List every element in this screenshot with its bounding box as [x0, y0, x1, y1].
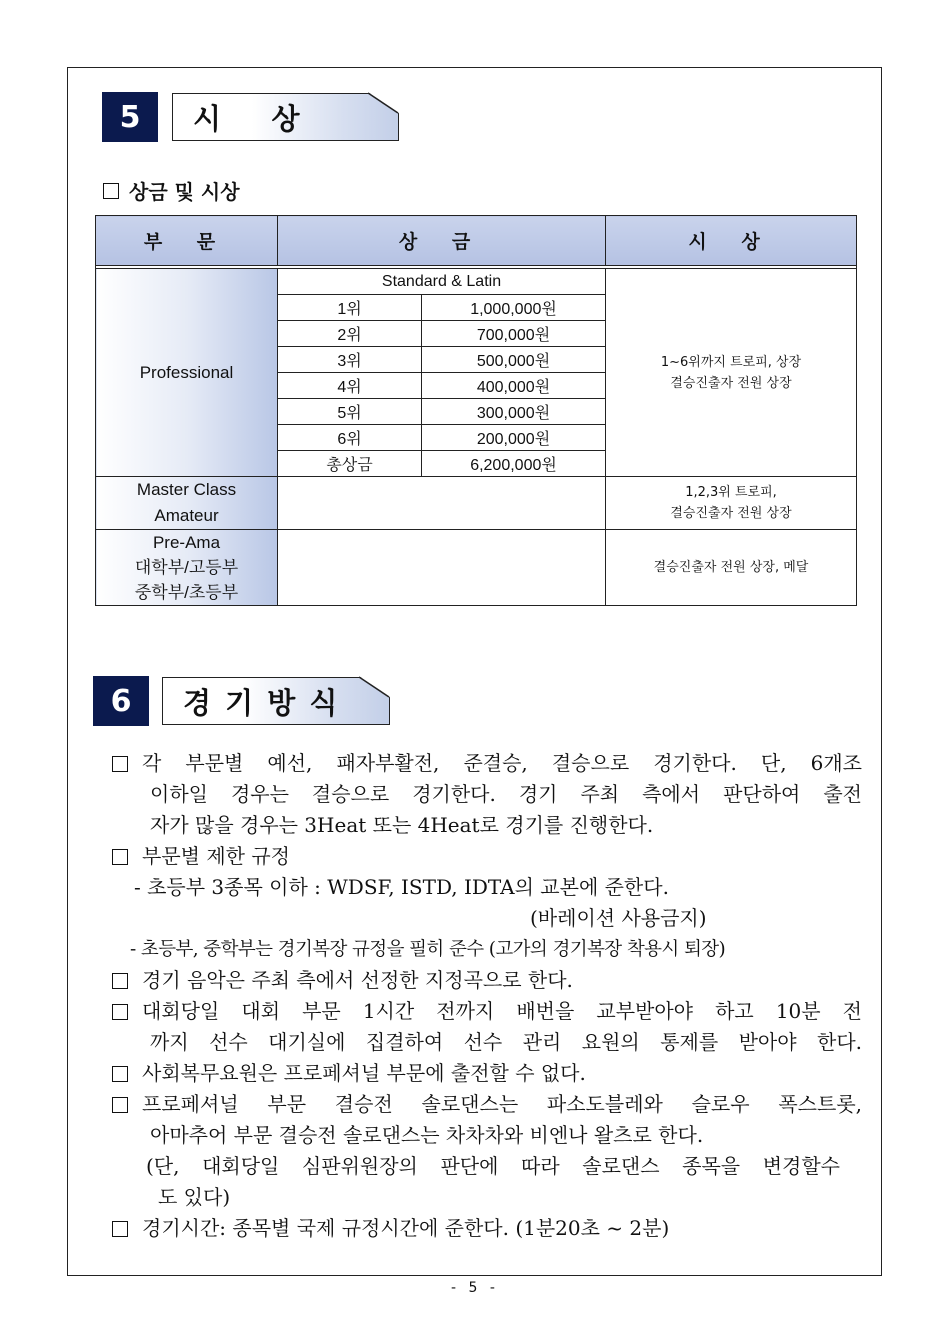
section-5-number: 5 — [102, 92, 158, 142]
rule-2-sub2: - 초등부, 중학부는 경기복장 규정을 필히 준수 (고가의 경기복장 착용시 퇴장) — [130, 939, 726, 960]
folded-corner-icon — [368, 92, 400, 114]
table-header-row — [96, 216, 857, 266]
award-pro-line2: 결승진출자 전원 상장 — [670, 375, 792, 391]
folded-corner-icon — [359, 676, 391, 698]
checkbox-icon — [112, 1221, 128, 1237]
award-pro-line1: 1~6위까지 트로피, 상장 — [660, 354, 802, 370]
amount-cell: 400,000원 — [422, 373, 606, 399]
amount-cell: 700,000원 — [422, 321, 606, 347]
amount-cell: 1,000,000원 — [422, 295, 606, 321]
prize-table — [95, 215, 857, 606]
header-division: 부 문 — [96, 216, 278, 266]
amount-cell: 500,000원 — [422, 347, 606, 373]
award-preama: 결승진출자 전원 상장, 메달 — [606, 530, 857, 606]
rule-5: 사회복무요원은 프로페셔널 부문에 출전할 수 없다. — [142, 1061, 586, 1085]
rule-7: 경기시간: 종목별 국제 규정시간에 준한다. (1분20초 ~ 2분) — [142, 1216, 670, 1240]
amount-cell: 6,200,000원 — [422, 451, 606, 477]
header-prize: 상 금 — [278, 216, 606, 266]
rule-2-sub1b: (바레이션 사용금지) — [530, 906, 707, 930]
list-item — [112, 841, 862, 872]
award-master-line1: 1,2,3위 트로피, — [685, 485, 777, 500]
list-item — [112, 1058, 862, 1089]
rule-1-line1: 각 부문별 예선, 패자부활전, 준결승, 결승으로 경기한다. 단, 6개조 — [142, 751, 862, 775]
prize-heading — [103, 176, 240, 205]
rule-3: 경기 음악은 주최 측에서 선정한 지정곡으로 한다. — [142, 968, 573, 992]
prize-heading-text: 상금 및 시상 — [129, 180, 240, 204]
checkbox-icon — [112, 756, 128, 772]
checkbox-icon — [112, 1004, 128, 1020]
award-master — [606, 477, 857, 530]
rule-6-line4: 도 있다) — [158, 1185, 231, 1209]
master-line2: Amateur — [154, 506, 219, 525]
preama-line2: 대학부/고등부 — [134, 558, 239, 577]
place-cell: 2위 — [278, 321, 422, 347]
header-award: 시 상 — [606, 216, 857, 266]
checkbox-icon — [112, 973, 128, 989]
division-master — [96, 477, 278, 530]
rule-2: 부문별 제한 규정 — [142, 844, 290, 868]
rules-list — [112, 748, 862, 1244]
rule-6-line1: 프로페셔널 부문 결승전 솔로댄스는 파소도블레와 슬로우 폭스트롯, — [142, 1092, 862, 1116]
prize-empty-cell — [278, 477, 606, 530]
list-item — [112, 965, 862, 996]
rule-1-line2: 이하일 경우는 결승으로 경기한다. 경기 주최 측에서 판단하여 출전 — [150, 782, 862, 806]
rule-2-sub1: - 초등부 3종목 이하 : WDSF, ISTD, IDTA의 교본에 준한다. — [134, 875, 669, 899]
place-cell: 6위 — [278, 425, 422, 451]
rule-6-line2: 아마추어 부문 결승전 솔로댄스는 차차차와 비엔나 왈츠로 한다. — [150, 1123, 704, 1147]
list-item — [112, 996, 862, 1027]
prize-empty-cell — [278, 530, 606, 606]
table-row — [96, 269, 857, 295]
division-professional: Professional — [96, 269, 278, 477]
list-item — [112, 748, 862, 779]
section-6-title-text: 경 기 방 식 — [183, 685, 340, 720]
table-row — [96, 477, 857, 530]
award-master-line2: 결승진출자 전원 상장 — [670, 506, 792, 521]
list-item — [112, 1089, 862, 1120]
checkbox-icon — [112, 1066, 128, 1082]
rule-6-line3: (단, 대회당일 심판위원장의 판단에 따라 솔로댄스 종목을 변경할수 — [146, 1154, 840, 1178]
place-cell: 4위 — [278, 373, 422, 399]
rule-1-line3: 자가 많을 경우는 3Heat 또는 4Heat로 경기를 진행한다. — [150, 813, 654, 837]
section-6-number: 6 — [93, 676, 149, 726]
section-5-title — [172, 93, 399, 141]
amount-cell: 300,000원 — [422, 399, 606, 425]
checkbox-icon — [103, 183, 119, 199]
preama-line1: Pre-Ama — [152, 533, 221, 552]
place-cell: 1위 — [278, 295, 422, 321]
section-5-title-text: 시 상 — [193, 101, 300, 136]
style-label: Standard & Latin — [278, 269, 606, 295]
checkbox-icon — [112, 849, 128, 865]
award-professional — [606, 269, 857, 477]
checkbox-icon — [112, 1097, 128, 1113]
master-line1: Master Class — [136, 480, 237, 499]
page-number: - 5 - — [451, 1280, 499, 1296]
rule-4-line2: 까지 선수 대기실에 집결하여 선수 관리 요원의 통제를 받아야 한다. — [150, 1030, 862, 1054]
rule-4-line1: 대회당일 대회 부문 1시간 전까지 배번을 교부받아야 하고 10분 전 — [142, 999, 862, 1023]
place-cell: 총상금 — [278, 451, 422, 477]
preama-line3: 중학부/초등부 — [134, 583, 239, 602]
amount-cell: 200,000원 — [422, 425, 606, 451]
list-item — [112, 1213, 862, 1244]
place-cell: 3위 — [278, 347, 422, 373]
division-preama — [96, 530, 278, 606]
place-cell: 5위 — [278, 399, 422, 425]
section-6-title — [162, 677, 390, 725]
table-row — [96, 530, 857, 606]
